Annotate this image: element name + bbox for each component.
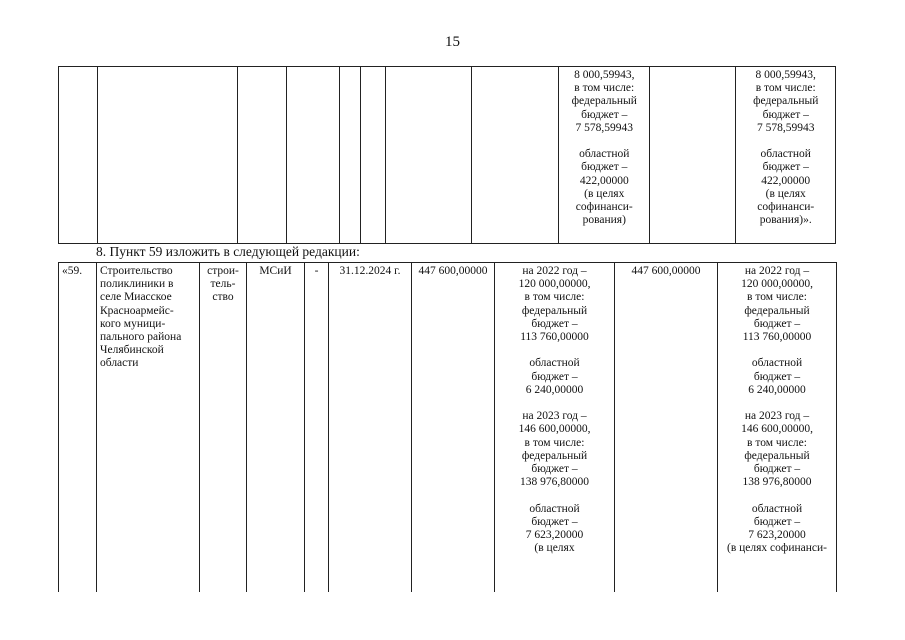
object-name: Строительство поликлиники в селе Миасское Красноармейс- кого муници- пального района Челябинской области [97,263,200,593]
empty-cell [238,67,286,244]
funding-cell-b: на 2022 год – 120 000,00000, в том числе: федеральный бюджет – 113 760,00000 областной бюджет – 6 240,00000 на 2023 год – 146 600,00000, в том числе: федеральный бюджет – 138 976,80000 областной бюджет – 7 623,20000 (в целях софинанси- [718,263,837,593]
empty-cell [472,67,559,244]
top-table-fragment [58,66,836,244]
empty-cell [385,67,471,244]
empty-cell [339,67,361,244]
table-row [59,263,837,593]
paragraph-heading: 8. Пункт 59 изложить в следующей редакции: [96,244,360,259]
row-number: «59. [59,263,97,593]
deadline: 31.12.2024 г. [329,263,412,593]
bottom-table-fragment [58,262,837,592]
total-cost-b: 447 600,00000 [615,263,718,593]
page-number: 15 [445,34,460,50]
customer: МСиИ [247,263,305,593]
empty-cell [97,67,237,244]
empty-cell [59,67,98,244]
empty-cell [650,67,736,244]
funding-cell-b: 8 000,59943, в том числе: федеральный бюджет – 7 578,59943 областной бюджет – 422,00000 (в целях софинанси- рования)». [736,67,836,244]
work-type: строи- тель- ство [200,263,247,593]
funding-cell-a: на 2022 год – 120 000,00000, в том числе: федеральный бюджет – 113 760,00000 областной бюджет – 6 240,00000 на 2023 год – 146 600,00000, в том числе: федеральный бюджет – 138 976,80000 областной бюджет – 7 623,20000 (в целях [495,263,615,593]
table-row [59,67,836,244]
funding-cell-a: 8 000,59943, в том числе: федеральный бюджет – 7 578,59943 областной бюджет – 422,00000 (в целях софинанси- рования) [559,67,650,244]
dash-cell: - [305,263,329,593]
total-cost: 447 600,00000 [412,263,495,593]
empty-cell [361,67,386,244]
empty-cell [286,67,339,244]
